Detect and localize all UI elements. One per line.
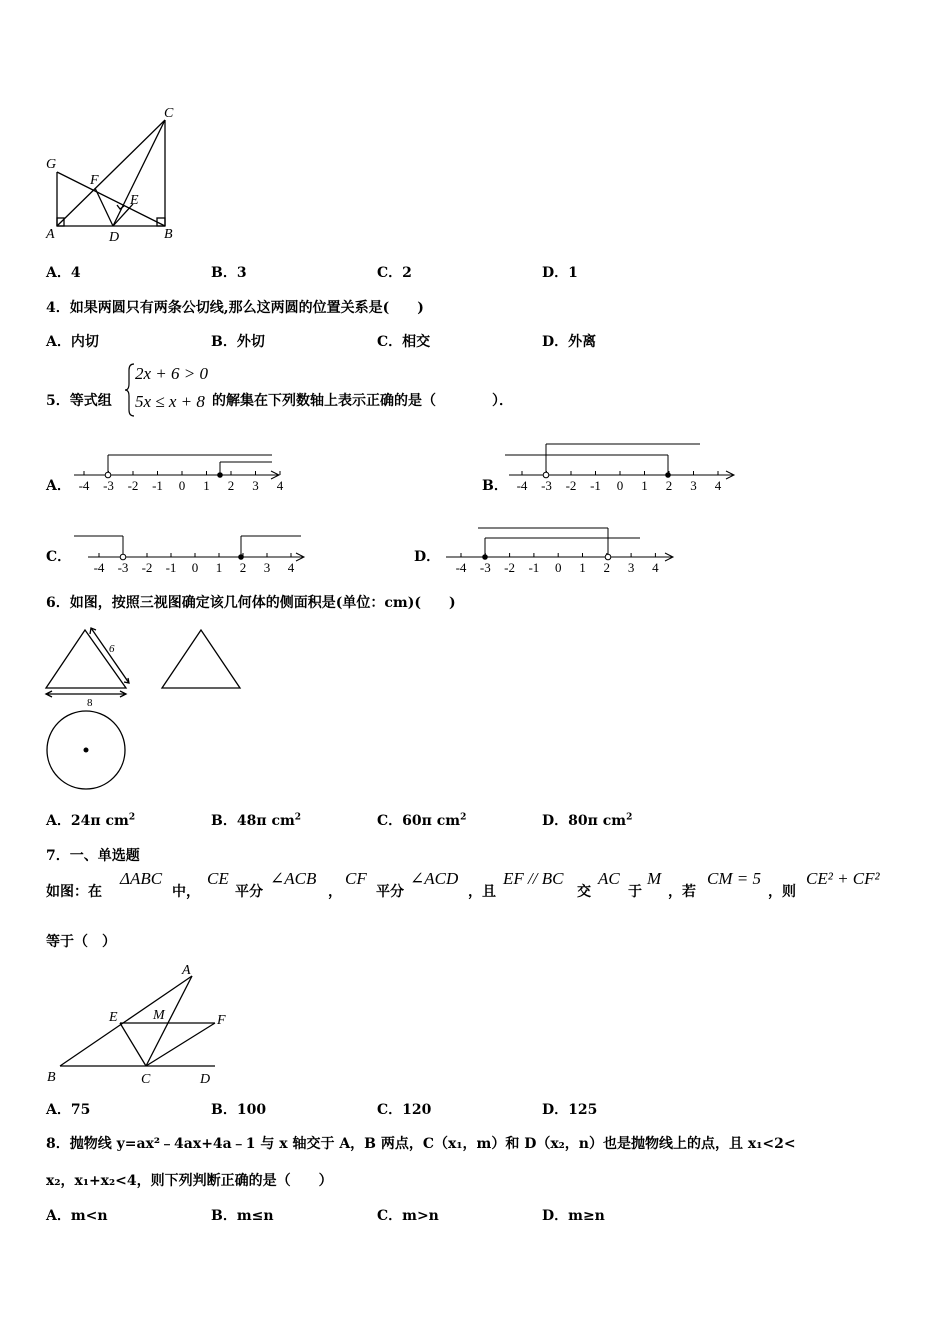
tick-label: 0 xyxy=(616,478,624,493)
q5-stem-suffix: 的解集在下列数轴上表示正确的是（ ）． xyxy=(212,393,513,409)
tick-label: 3 xyxy=(627,560,635,575)
q5-option-d-label[interactable]: D． xyxy=(414,549,441,565)
q8-option-b[interactable]: B．m≤n xyxy=(211,1208,274,1224)
tick-label: -2 xyxy=(127,478,139,493)
tick-label: 0 xyxy=(178,478,186,493)
q7-title: 7．一、单选题 xyxy=(46,848,140,864)
tick-label: -4 xyxy=(78,478,90,493)
q6-option-b[interactable] xyxy=(211,810,301,830)
q3-option-d[interactable]: D．1 xyxy=(542,265,578,281)
q4-option-c[interactable]: C．相交 xyxy=(377,334,431,350)
q7-l1-5: ∠ACB xyxy=(270,869,317,888)
q8-option-a[interactable]: A．m<n xyxy=(46,1208,108,1224)
q3-option-a[interactable]: A．4 xyxy=(46,265,81,281)
label-E: E xyxy=(109,1010,118,1025)
q6-three-view-figure xyxy=(40,622,260,797)
tick-label: -3 xyxy=(117,560,129,575)
tick-label: 1 xyxy=(215,560,223,575)
q6-option-b-exp: 2 xyxy=(294,812,302,823)
label-A: A xyxy=(46,227,55,242)
q7-l1-16: ，若 xyxy=(668,884,696,900)
q6-option-a-letter: A． xyxy=(46,813,71,829)
tick-label: -4 xyxy=(93,560,105,575)
q7-l1-13: AC xyxy=(598,869,620,888)
tick-label: 2 xyxy=(603,560,611,575)
q7-l1-4: 平分 xyxy=(235,884,263,900)
tick-label: 1 xyxy=(641,478,648,493)
label-F: F xyxy=(90,173,99,188)
tick-label: 3 xyxy=(252,478,259,493)
q6-option-b-value: 48π cm xyxy=(236,813,295,829)
q7-option-b[interactable]: B．100 xyxy=(211,1102,267,1118)
q7-l1-18: ，则 xyxy=(768,884,796,900)
tick-label: 2 xyxy=(239,560,247,575)
q7-l1-1: ΔABC xyxy=(120,869,163,888)
q8-stem-line1: 8．抛物线 y=ax²﹣4ax+4a﹣1 与 x 轴交于 A，B 两点，C（x₁，m）和 D（x₂，n）也是抛物线上的点，且 x₁<2< xyxy=(46,1136,796,1152)
q7-option-d[interactable]: D．125 xyxy=(542,1102,598,1118)
q6-option-b-letter: B． xyxy=(211,813,237,829)
q3-geometry-figure xyxy=(40,100,190,245)
q8-option-c[interactable]: C．m>n xyxy=(377,1208,439,1224)
q4-option-b[interactable]: B．外切 xyxy=(211,334,265,350)
q6-option-d[interactable] xyxy=(542,810,632,830)
q7-l1-9: ∠ACD xyxy=(410,869,459,888)
tick-label: 0 xyxy=(191,560,199,575)
q4-option-a[interactable]: A．内切 xyxy=(46,334,99,350)
tick-label: 3 xyxy=(690,478,697,493)
q5-numberline-b[interactable] xyxy=(495,440,745,496)
q6-option-c-letter: C． xyxy=(377,813,403,829)
q6-option-d-value: 80π cm xyxy=(568,813,627,829)
q6-option-d-letter: D． xyxy=(542,813,569,829)
label-B: B xyxy=(164,227,173,242)
tick-label: -3 xyxy=(103,478,114,493)
q7-l1-19: CE² + CF² xyxy=(806,869,880,888)
tick-label: 2 xyxy=(665,478,673,493)
q5-numberline-a[interactable] xyxy=(60,448,290,498)
q5-option-b-label[interactable]: B． xyxy=(482,478,508,494)
tick-label: -1 xyxy=(152,478,163,493)
q8-stem-line2: x₂，x₁+x₂<4，则下列判断正确的是（ ） xyxy=(46,1173,333,1189)
tick-label: -4 xyxy=(455,560,467,575)
q4-option-d[interactable]: D．外离 xyxy=(542,334,597,350)
q3-option-b[interactable]: B．3 xyxy=(211,265,247,281)
q5-option-a-label[interactable]: A． xyxy=(46,478,71,494)
tick-label: 0 xyxy=(554,560,562,575)
q5-inequality-2: 5x ≤ x + 8 xyxy=(135,392,205,411)
q6-option-c-value: 60π cm xyxy=(402,813,461,829)
dim-base-label: 8 xyxy=(87,697,93,709)
q8-option-d[interactable]: D．m≥n xyxy=(542,1208,605,1224)
q7-option-a[interactable]: A．75 xyxy=(46,1102,91,1118)
q6-option-c[interactable] xyxy=(377,810,466,830)
tick-label: -1 xyxy=(590,478,601,493)
tick-label: -4 xyxy=(516,478,528,493)
tick-label: -2 xyxy=(504,560,516,575)
label-F: F xyxy=(217,1013,226,1028)
q6-option-a[interactable] xyxy=(46,810,135,830)
q7-l1-2: 中， xyxy=(172,884,200,900)
q3-option-c[interactable]: C．2 xyxy=(377,265,412,281)
tick-label: 2 xyxy=(227,478,235,493)
tick-label: -2 xyxy=(565,478,577,493)
q4-stem: 4．如果两圆只有两条公切线,那么这两圆的位置关系是( ) xyxy=(46,300,424,316)
q6-option-c-exp: 2 xyxy=(460,812,467,823)
tick-label: -3 xyxy=(541,478,552,493)
label-C: C xyxy=(141,1072,151,1087)
label-D: D xyxy=(109,230,120,245)
label-E: E xyxy=(130,193,139,208)
tick-label: -1 xyxy=(528,560,540,575)
tick-label: -3 xyxy=(479,560,491,575)
label-A: A xyxy=(182,963,191,978)
q7-l1-15: M xyxy=(647,869,662,888)
tick-label: 3 xyxy=(263,560,271,575)
label-C: C xyxy=(164,106,174,121)
dim-side-label: 6 xyxy=(109,643,115,655)
q5-inequality-1: 2x + 6 > 0 xyxy=(135,364,208,383)
label-G: G xyxy=(46,157,57,172)
q5-stem-prefix: 5．等式组 xyxy=(46,393,112,409)
q7-geometry-figure xyxy=(40,958,240,1088)
q7-l1-8: 平分 xyxy=(376,884,404,900)
q7-l1-0: 如图：在 xyxy=(46,884,102,900)
q7-line2: 等于（ ） xyxy=(46,934,116,950)
q7-l1-14: 于 xyxy=(628,884,642,900)
tick-label: -2 xyxy=(141,560,153,575)
q7-l1-6: ， xyxy=(328,884,342,900)
q5-option-c-label[interactable]: C． xyxy=(46,549,72,565)
q7-l1-17: CM = 5 xyxy=(707,869,761,888)
tick-label: 4 xyxy=(652,560,659,575)
q5-numberline-c[interactable] xyxy=(68,530,308,578)
q7-l1-3: CE xyxy=(207,869,229,888)
q7-l1-12: 交 xyxy=(577,884,591,900)
q5-numberline-d[interactable] xyxy=(440,522,680,578)
q7-option-c[interactable]: C．120 xyxy=(377,1102,432,1118)
tick-label: 1 xyxy=(203,478,210,493)
label-M: M xyxy=(153,1008,165,1023)
tick-label: 1 xyxy=(579,560,586,575)
q6-stem: 6．如图，按照三视图确定该几何体的侧面积是(单位：cm)( ) xyxy=(46,595,456,611)
q7-l1-10: ，且 xyxy=(468,884,496,900)
q6-option-a-value: 24π cm xyxy=(70,813,129,829)
q6-option-a-exp: 2 xyxy=(128,812,136,823)
q7-l1-11: EF // BC xyxy=(503,869,564,888)
tick-label: -1 xyxy=(165,560,177,575)
q7-l1-7: CF xyxy=(345,869,367,888)
tick-label: 4 xyxy=(714,478,722,493)
tick-label: 4 xyxy=(276,478,284,493)
q6-option-d-exp: 2 xyxy=(626,812,633,823)
tick-label: 4 xyxy=(287,560,295,575)
label-B: B xyxy=(47,1070,56,1085)
label-D: D xyxy=(200,1072,211,1087)
